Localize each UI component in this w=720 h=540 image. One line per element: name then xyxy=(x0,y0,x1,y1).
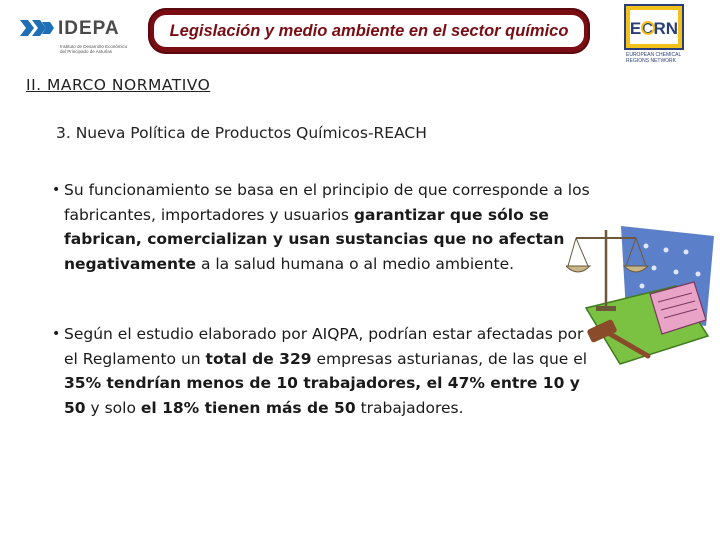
idepa-subtitle xyxy=(60,44,140,54)
section-heading: II. MARCO NORMATIVO xyxy=(26,76,211,94)
bullet-text-bold: 35% tendrían menos de 10 trabajadores, el 47% entre 10 y 50 xyxy=(64,374,580,417)
idepa-logo xyxy=(18,10,136,58)
title-banner-inner xyxy=(154,15,584,47)
idepa-subtitle-line: Instituto de Desarrollo Económico xyxy=(60,44,128,49)
ecrn-logo xyxy=(624,4,690,68)
page-title: Legislación y medio ambiente en el sector químico xyxy=(169,21,569,40)
bullet-text-bold: garantizar que sólo se fabrican, comercializan y usan sustancias que no afectan negativamente xyxy=(64,205,565,273)
idepa-name: IDEPA xyxy=(58,18,120,39)
idepa-subtitle-line: del Principado de Asturias xyxy=(60,49,113,54)
bullet-dot: • xyxy=(52,326,61,342)
scales-of-justice-gavel-book-flag-icon xyxy=(566,216,716,376)
ecrn-mark-icon xyxy=(624,4,684,50)
bullet-item xyxy=(52,178,592,276)
ecrn-subtitle-line: REGIONS NETWORK xyxy=(626,58,677,64)
bullet-text-bold: total de 329 xyxy=(205,349,312,368)
bullet-text-segment: y solo xyxy=(85,398,141,417)
bullet-text-segment: empresas asturianas, de las que el xyxy=(311,349,588,368)
ecrn-subtitle-line: EUROPEAN CHEMICAL xyxy=(626,52,682,58)
bullet-text xyxy=(64,178,592,276)
bullet-text-segment: a la salud humana o al medio ambiente. xyxy=(196,254,515,273)
bullet-text-segment: Su funcionamiento se basa en el principio de que corresponde a los fabricantes, importadores y usuarios xyxy=(64,181,590,224)
bullet-dot: • xyxy=(52,182,61,198)
title-banner xyxy=(148,8,590,54)
bullet-text-segment: Según el estudio elaborado por AIQPA, podrían estar afectadas por el Reglamento un xyxy=(64,325,584,368)
bullet-text-bold: el 18% tienen más de 50 xyxy=(140,398,356,417)
idepa-mark-icon xyxy=(18,16,56,42)
svg-text:ECRN: ECRN xyxy=(629,19,679,38)
bullet-text xyxy=(64,322,592,420)
ecrn-subtitle xyxy=(626,52,690,64)
bullet-item xyxy=(52,322,592,420)
bullet-text-segment: trabajadores. xyxy=(355,398,464,417)
subsection-heading: 3. Nueva Política de Productos Químicos-REACH xyxy=(56,124,427,142)
